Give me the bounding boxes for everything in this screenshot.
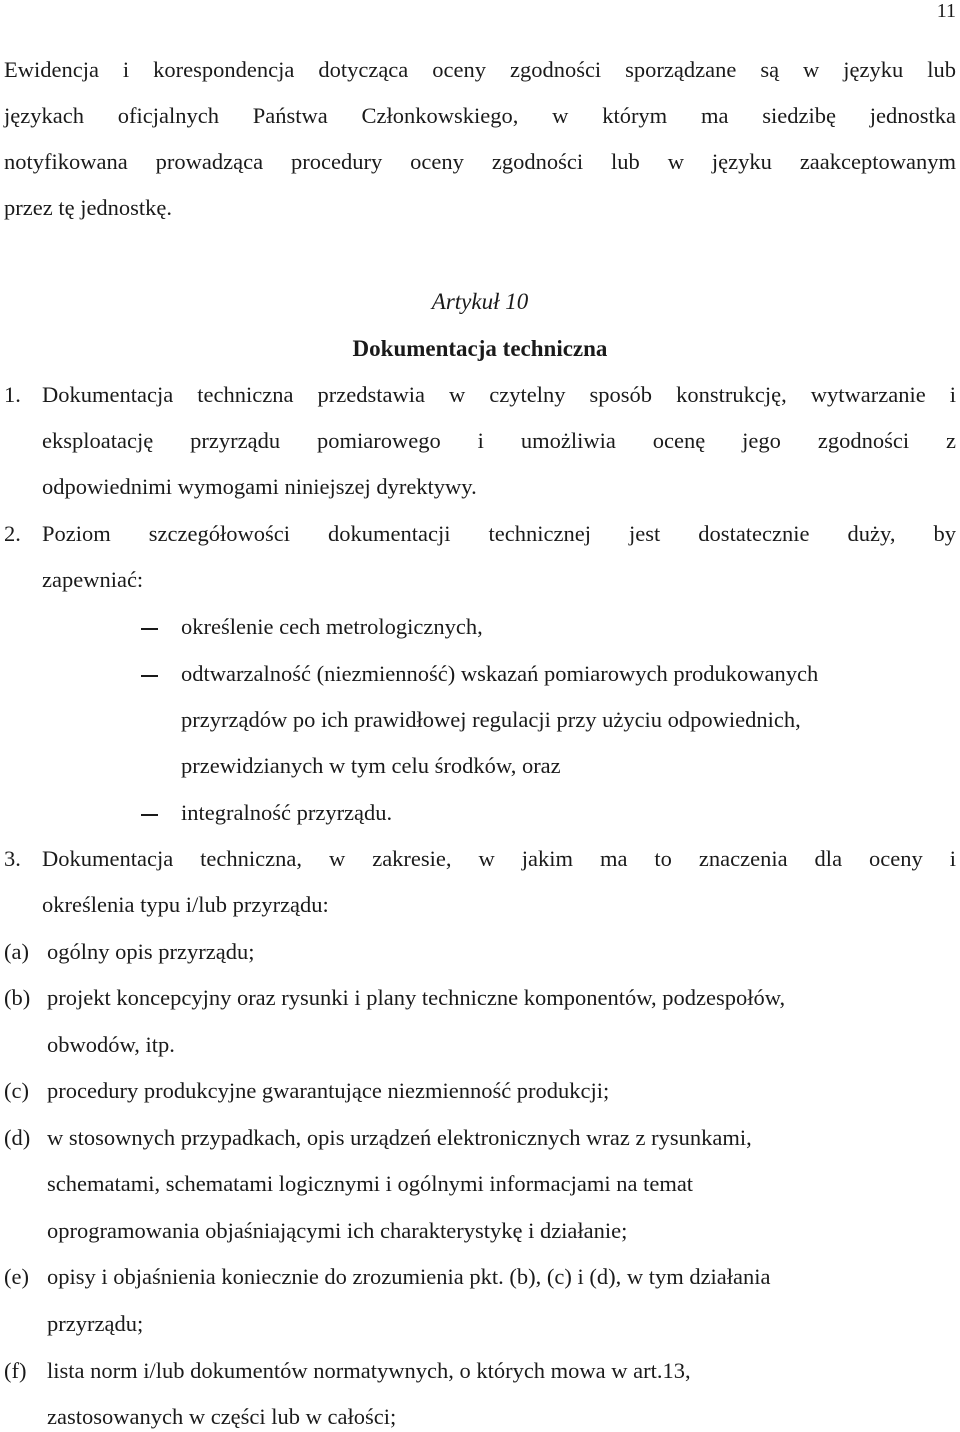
dash-bullet-icon: [141, 675, 158, 677]
item-line: obwodów, itp.: [47, 1032, 175, 1057]
para2-line: zapewniać:: [42, 567, 144, 592]
dash-bullet-icon: [141, 628, 158, 630]
item-line: oprogramowania objaśniającymi ich charakterystykę i działanie;: [47, 1218, 628, 1243]
item-line: przyrządu;: [47, 1311, 144, 1336]
para1-line: eksploatację przyrządu pomiarowego i umożliwia ocenę jego zgodności z: [42, 428, 956, 453]
bullet-line: integralność przyrządu.: [181, 800, 393, 825]
article-subheading: Dokumentacja techniczna: [352, 336, 608, 361]
paragraph-number: 1.: [4, 382, 21, 407]
intro-line: przez tę jednostkę.: [4, 195, 173, 220]
item-label: (b): [4, 985, 31, 1010]
item-line: schematami, schematami logicznymi i ogólnymi informacjami na temat: [47, 1171, 694, 1196]
item-line: opisy i objaśnienia koniecznie do zrozumienia pkt. (b), (c) i (d), w tym działania: [47, 1264, 771, 1289]
article-heading: Artykuł 10: [431, 289, 529, 314]
page-number: 11: [936, 0, 956, 22]
intro-line: językach oficjalnych Państwa Członkowskiego, w którym ma siedzibę jednostka: [4, 103, 956, 128]
item-label: (d): [4, 1125, 31, 1150]
item-line: ogólny opis przyrządu;: [47, 939, 255, 964]
para3-line: Dokumentacja techniczna, w zakresie, w jakim ma to znaczenia dla oceny i: [42, 846, 956, 871]
para1-line: Dokumentacja techniczna przedstawia w czytelny sposób konstrukcję, wytwarzanie i: [42, 382, 956, 407]
bullet-line: określenie cech metrologicznych,: [181, 614, 483, 639]
paragraph-number: 2.: [4, 521, 21, 546]
paragraph-number: 3.: [4, 846, 21, 871]
item-line: projekt koncepcyjny oraz rysunki i plany techniczne komponentów, podzespołów,: [47, 985, 786, 1010]
para1-line: odpowiednimi wymogami niniejszej dyrektywy.: [42, 474, 477, 499]
item-line: lista norm i/lub dokumentów normatywnych, o których mowa w art.13,: [47, 1358, 691, 1383]
item-line: procedury produkcyjne gwarantujące niezmienność produkcji;: [47, 1078, 610, 1103]
item-label: (c): [4, 1078, 29, 1103]
bullet-line: przyrządów po ich prawidłowej regulacji przy użyciu odpowiednich,: [181, 707, 801, 732]
para2-line: Poziom szczegółowości dokumentacji technicznej jest dostatecznie duży, by: [42, 521, 956, 546]
dash-bullet-icon: [141, 814, 158, 816]
bullet-line: odtwarzalność (niezmienność) wskazań pomiarowych produkowanych: [181, 661, 819, 686]
item-line: zastosowanych w części lub w całości;: [47, 1404, 397, 1429]
bullet-line: przewidzianych w tym celu środków, oraz: [181, 753, 561, 778]
item-label: (a): [4, 939, 29, 964]
item-label: (f): [4, 1358, 27, 1383]
item-label: (e): [4, 1264, 29, 1289]
item-line: w stosownych przypadkach, opis urządzeń elektronicznych wraz z rysunkami,: [47, 1125, 752, 1150]
intro-line: notyfikowana prowadząca procedury oceny zgodności lub w języku zaakceptowanym: [4, 149, 956, 174]
para3-line: określenia typu i/lub przyrządu:: [42, 892, 329, 917]
intro-line: Ewidencja i korespondencja dotycząca oceny zgodności sporządzane są w języku lub: [4, 57, 956, 82]
